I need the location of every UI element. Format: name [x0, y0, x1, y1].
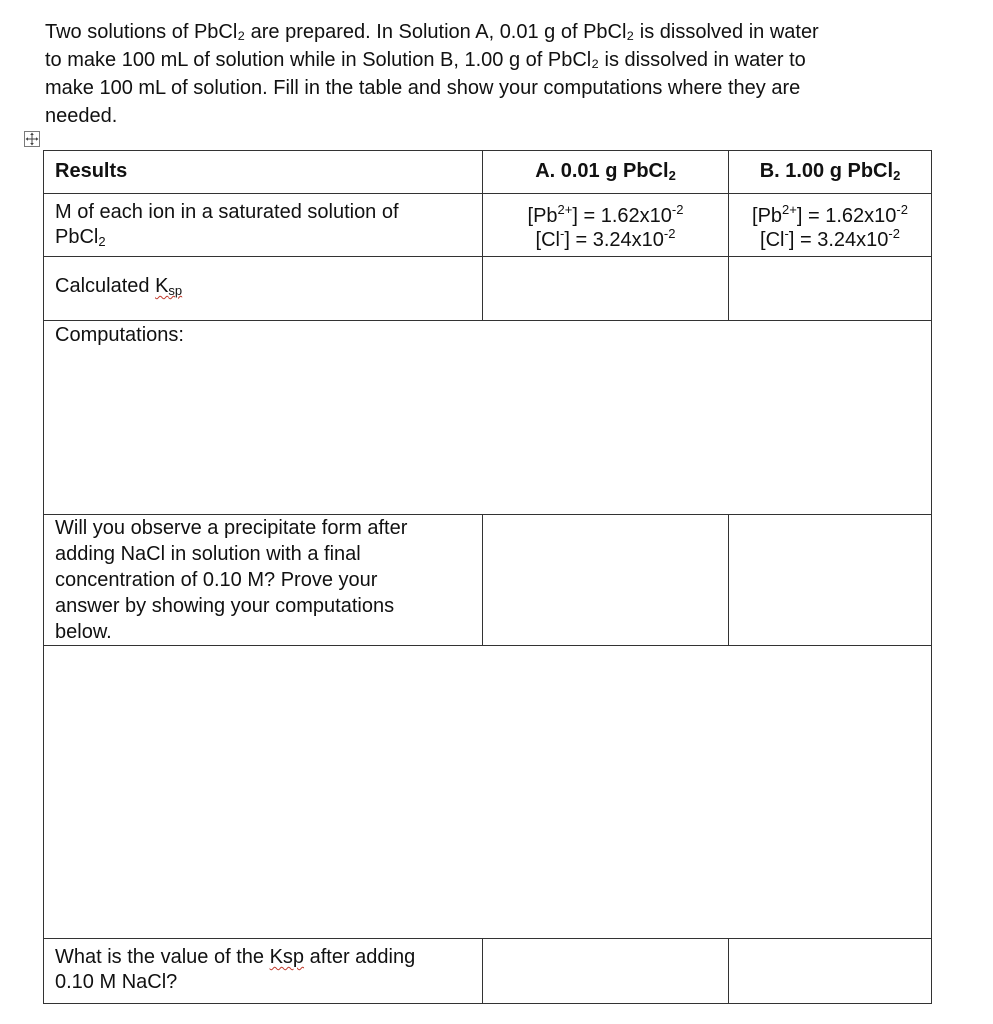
- ksp-label: Calculated $K_{sp}$: [55, 275, 183, 298]
- results-table: [43, 150, 932, 1004]
- computations-label: Computations:: [55, 324, 184, 346]
- molarity-a-pb: $[Pb^{2+}] = 1.62x10^{-2}$: [527, 202, 684, 227]
- table-row-computations: [44, 321, 932, 515]
- computations-cell[interactable]: [44, 321, 932, 515]
- header-solution-a-cell[interactable]: [483, 151, 729, 194]
- intro-line-3: make 100 mL of solution. Fill in the table and show your computations where they are: [45, 77, 801, 99]
- move-arrows-icon: [25, 132, 39, 146]
- header-results: Results: [55, 160, 128, 182]
- ksp-after-b-cell[interactable]: [729, 939, 932, 1004]
- header-solution-b-cell[interactable]: [729, 151, 932, 194]
- molarity-b-cl: $[Cl^-] = 3.24x10^{-2}$: [760, 226, 900, 251]
- molarity-a-cl: $[Cl^-] = 3.24x10^{-2}$: [535, 226, 676, 251]
- computations-2-cell[interactable]: [44, 646, 932, 939]
- intro-line-1: Two solutions of PbCl₂ are prepared. In Solution A, 0.01 g of PbCl₂ is dissolved in water: [45, 21, 819, 43]
- precipitate-line-1: Will you observe a precipitate form after: [55, 517, 408, 539]
- problem-statement: [45, 18, 945, 130]
- table-row-ksp: [44, 257, 932, 321]
- intro-line-2: to make 100 mL of solution while in Solution B, 1.00 g of PbCl₂ is dissolved in water to: [45, 49, 806, 71]
- ksp-b-cell[interactable]: [729, 257, 932, 321]
- molarity-label-cell[interactable]: [44, 194, 483, 257]
- ksp-label-cell[interactable]: [44, 257, 483, 321]
- precipitate-b-cell[interactable]: [729, 515, 932, 646]
- ksp-after-line-2: 0.10 M NaCl?: [55, 971, 178, 993]
- ksp-after-a-cell[interactable]: [483, 939, 729, 1004]
- molarity-a-cell[interactable]: [483, 194, 729, 257]
- precipitate-line-3: concentration of 0.10 M? Prove your: [55, 569, 378, 591]
- table-move-handle[interactable]: [24, 131, 40, 147]
- precipitate-question-cell[interactable]: [44, 515, 483, 646]
- table-row-computations-2: [44, 646, 932, 939]
- ksp-after-line-1: What is the value of the Ksp after adding: [55, 946, 416, 968]
- molarity-b-pb: $[Pb^{2+}] = 1.62x10^{-2}$: [752, 202, 908, 227]
- intro-line-4: needed.: [45, 105, 118, 127]
- precipitate-a-cell[interactable]: [483, 515, 729, 646]
- header-solution-a: A. 0.01 g PbCl$_2$: [535, 160, 676, 183]
- ksp-after-question-cell[interactable]: [44, 939, 483, 1004]
- molarity-b-cell[interactable]: [729, 194, 932, 257]
- table-row-ksp-after: [44, 939, 932, 1004]
- molarity-label-line-1: M of each ion in a saturated solution of: [55, 201, 399, 223]
- molarity-label-line-2: PbCl$_2$: [55, 226, 106, 249]
- precipitate-line-5: below.: [55, 621, 112, 643]
- precipitate-line-4: answer by showing your computations: [55, 595, 395, 617]
- header-solution-b: B. 1.00 g PbCl$_2$: [759, 160, 901, 183]
- header-results-cell[interactable]: [44, 151, 483, 194]
- table-row-molarity: [44, 194, 932, 257]
- table-row-precipitate: [44, 515, 932, 646]
- precipitate-line-2: adding NaCl in solution with a final: [55, 543, 361, 565]
- ksp-a-cell[interactable]: [483, 257, 729, 321]
- table-header-row: [44, 151, 932, 194]
